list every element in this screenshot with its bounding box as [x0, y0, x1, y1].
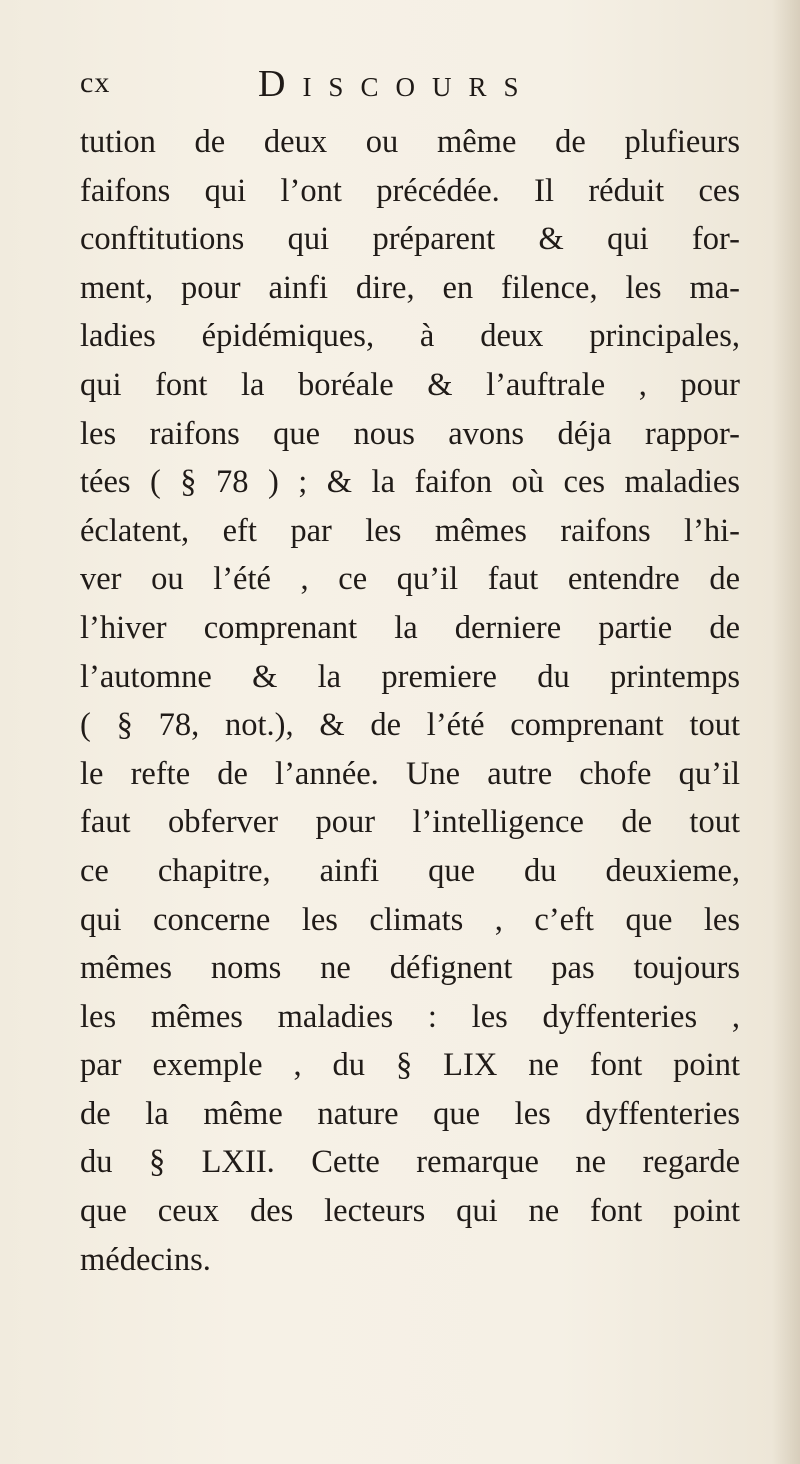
text-line: qui font la boréale & l’auftrale , pour	[80, 366, 740, 403]
page-number: cx	[80, 66, 111, 99]
text-line: les mêmes maladies : les dyffenteries ,	[80, 998, 740, 1035]
text-line: que ceux des lecteurs qui ne font point	[80, 1193, 740, 1230]
running-title: Discours	[258, 63, 536, 105]
text-line: du § LXII. Cette remarque ne regarde	[80, 1144, 740, 1181]
body-paragraph	[80, 118, 740, 1284]
text-line: conftitutions qui préparent & qui for-	[80, 221, 740, 258]
text-line: par exemple , du § LIX ne font point	[80, 1047, 740, 1084]
text-line: l’automne & la premiere du printemps	[80, 658, 740, 695]
text-line: ment, pour ainfi dire, en filence, les ma-	[80, 269, 740, 306]
text-line: médecins.	[80, 1241, 211, 1278]
page-edge-shadow	[772, 0, 800, 1464]
text-line: éclatent, eft par les mêmes raifons l’hi-	[80, 512, 740, 549]
text-line: mêmes noms ne défignent pas toujours	[80, 950, 740, 987]
text-line: ladies épidémiques, à deux principales,	[80, 318, 740, 355]
text-line: les raifons que nous avons déja rappor-	[80, 415, 740, 452]
text-line: qui concerne les climats , c’eft que les	[80, 901, 740, 938]
text-line: tution de deux ou même de plufieurs	[80, 124, 740, 160]
text-line: faut obferver pour l’intelligence de tout	[80, 804, 740, 841]
text-line: ver ou l’été , ce qu’il faut entendre de	[80, 561, 740, 598]
text-line: le refte de l’année. Une autre chofe qu’il	[80, 755, 740, 792]
text-line: l’hiver comprenant la derniere partie de	[80, 609, 740, 646]
running-head	[80, 62, 740, 112]
text-line: ( § 78, not.), & de l’été comprenant tout	[80, 707, 740, 744]
text-line: faifons qui l’ont précédée. Il réduit ces	[80, 172, 740, 209]
text-line: tées ( § 78 ) ; & la faifon où ces maladies	[80, 464, 740, 501]
text-line: ce chapitre, ainfi que du deuxieme,	[80, 852, 740, 889]
text-line: de la même nature que les dyffenteries	[80, 1095, 740, 1132]
